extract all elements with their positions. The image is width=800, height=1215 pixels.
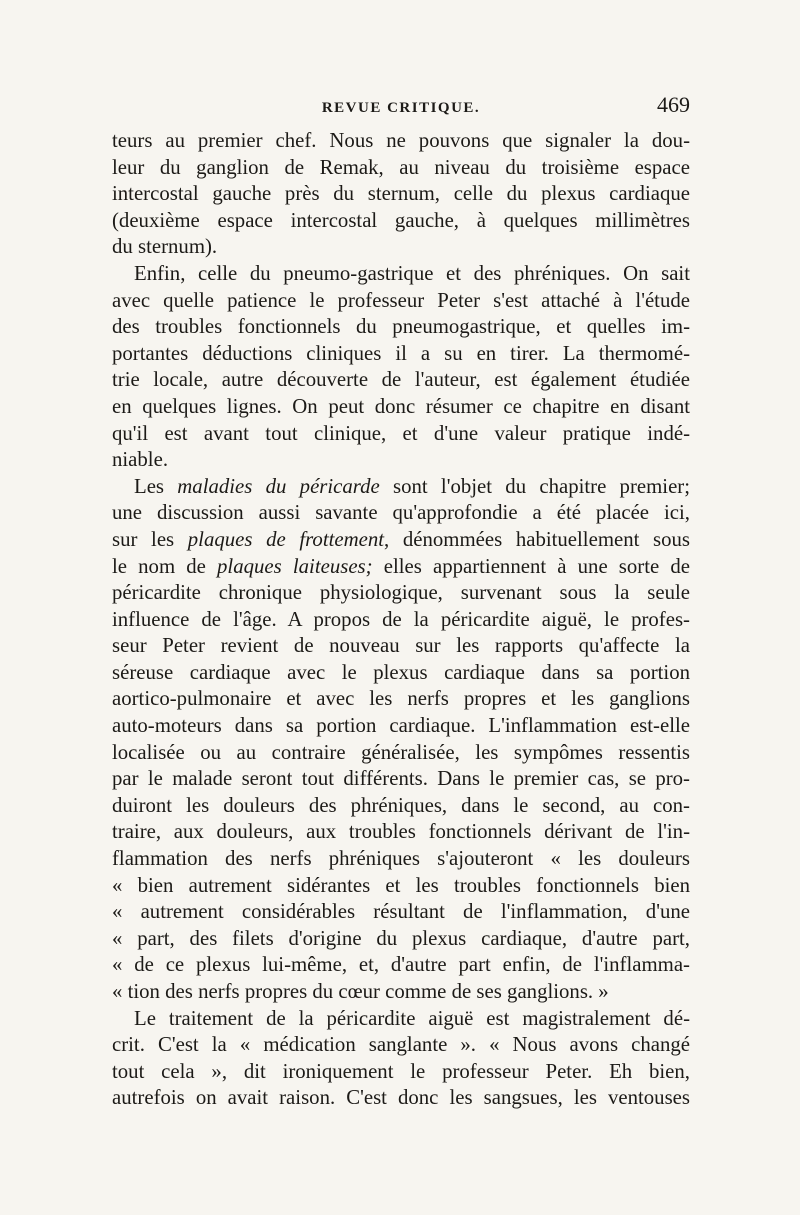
text-line: traire, aux douleurs, aux troubles fonctionnels dérivant de l'in- bbox=[112, 820, 690, 844]
text-line: auto-moteurs dans sa portion cardiaque. L'inflammation est-elle bbox=[112, 714, 690, 738]
text-line: influence de l'âge. A propos de la péricardite aiguë, le profes- bbox=[112, 607, 690, 631]
text-line: le nom de plaques laiteuses; elles appartiennent à une sorte de bbox=[112, 554, 690, 578]
text-line: en quelques lignes. On peut donc résumer ce chapitre en disant bbox=[112, 394, 690, 418]
text-line: « part, des filets d'origine du plexus cardiaque, d'autre part, bbox=[112, 926, 690, 950]
text-line: tout cela », dit ironiquement le professeur Peter. Eh bien, bbox=[112, 1059, 690, 1083]
text-line: qu'il est avant tout clinique, et d'une valeur pratique indé- bbox=[112, 421, 690, 445]
running-title: REVUE CRITIQUE. bbox=[321, 100, 481, 116]
text-line: flammation des nerfs phréniques s'ajouteront « les douleurs bbox=[112, 847, 690, 871]
text-line: (deuxième espace intercostal gauche, à quelques millimètres bbox=[112, 208, 690, 232]
text-line: « bien autrement sidérantes et les troubles fonctionnels bien bbox=[112, 873, 690, 897]
text-line: avec quelle patience le professeur Peter s'est attaché à l'étude bbox=[112, 288, 690, 312]
text-line: « autrement considérables résultant de l'inflammation, d'une bbox=[112, 900, 690, 924]
text-line: une discussion aussi savante qu'approfondie a été placée ici, bbox=[112, 501, 690, 525]
text-line: portantes déductions cliniques il a su en tirer. La thermomé- bbox=[112, 341, 690, 365]
text-line: trie locale, autre découverte de l'auteur, est également étudiée bbox=[112, 368, 690, 392]
text-line: niable. bbox=[112, 448, 169, 472]
text-line: Enfin, celle du pneumo-gastrique et des phréniques. On sait bbox=[134, 261, 690, 285]
text-line: crit. C'est la « médication sanglante ». « Nous avons changé bbox=[112, 1033, 690, 1057]
text-line: aortico-pulmonaire et avec les nerfs propres et les ganglions bbox=[112, 687, 690, 711]
text-line: séreuse cardiaque avec le plexus cardiaque dans sa portion bbox=[112, 660, 690, 684]
text-line: duiront les douleurs des phréniques, dans le second, au con- bbox=[112, 793, 690, 817]
text-line: Les maladies du péricarde sont l'objet du chapitre premier; bbox=[134, 474, 691, 498]
text-line: péricardite chronique physiologique, survenant sous la seule bbox=[112, 581, 690, 605]
body-text bbox=[112, 128, 690, 1112]
text-line: « tion des nerfs propres du cœur comme de ses ganglions. » bbox=[112, 980, 609, 1003]
text-line: teurs au premier chef. Nous ne pouvons que signaler la dou- bbox=[112, 129, 690, 152]
text-line: seur Peter revient de nouveau sur les rapports qu'affecte la bbox=[112, 634, 690, 658]
text-line: leur du ganglion de Remak, au niveau du troisième espace bbox=[112, 155, 690, 179]
page-number: 469 bbox=[657, 92, 690, 117]
text-line: intercostal gauche près du sternum, celle du plexus cardiaque bbox=[112, 182, 690, 206]
text-line: par le malade seront tout différents. Dans le premier cas, se pro- bbox=[112, 767, 690, 791]
text-line: autrefois on avait raison. C'est donc les sangsues, les ventouses bbox=[112, 1086, 690, 1110]
text-line: « de ce plexus lui-même, et, d'autre part enfin, de l'inflamma- bbox=[112, 953, 690, 977]
text-line: des troubles fonctionnels du pneumogastrique, et quelles im- bbox=[112, 315, 690, 339]
text-line: sur les plaques de frottement, dénommées habituellement sous bbox=[112, 527, 691, 551]
running-head bbox=[112, 92, 690, 122]
text-line: du sternum). bbox=[112, 235, 218, 259]
text-line: localisée ou au contraire généralisée, les sympômes ressentis bbox=[112, 740, 690, 764]
text-line: Le traitement de la péricardite aiguë est magistralement dé- bbox=[134, 1006, 690, 1030]
